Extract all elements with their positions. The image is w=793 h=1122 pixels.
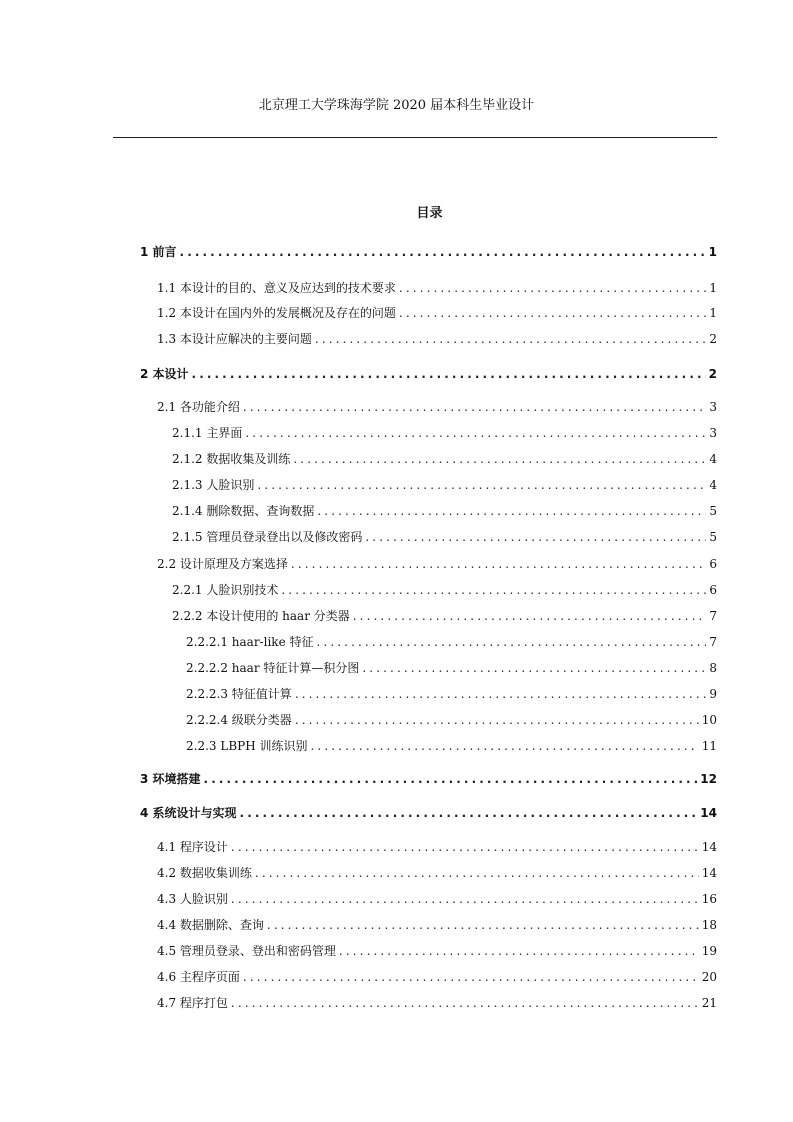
dot-leader [317,503,706,519]
dot-leader [231,839,699,855]
dot-leader [243,969,699,985]
dot-leader [231,891,699,907]
toc-entry-label: 2.1.1 主界面 [172,426,243,440]
dot-leader [255,865,699,881]
toc-entry[interactable] [140,366,717,382]
toc-entry-page: 14 [701,866,717,880]
toc-entry-label: 4.6 主程序页面 [157,970,240,984]
toc-entry[interactable] [157,331,717,347]
toc-entry[interactable] [157,399,717,415]
toc-entry-page: 1 [709,306,717,320]
toc-entry-label: 2.2.2.2 haar 特征计算—积分图 [186,661,360,675]
toc-entry-label: 1.1 本设计的目的、意义及应达到的技术要求 [157,281,396,295]
toc-entry-page: 14 [701,840,717,854]
toc-entry-page: 19 [701,944,717,958]
dot-leader [267,917,699,933]
toc-entry-page: 6 [709,557,717,571]
toc-entry[interactable] [186,686,717,702]
dot-leader [245,425,706,441]
toc-entry[interactable] [172,425,717,441]
toc-entry-page: 4 [709,452,717,466]
dot-leader [399,280,706,296]
toc-entry[interactable] [157,995,717,1011]
toc-entry-label: 4.3 人脸识别 [157,892,228,906]
toc-entry-page: 21 [701,996,717,1010]
header-rule [113,137,717,138]
toc-entry-label: 4.7 程序打包 [157,996,228,1010]
dot-leader [204,771,698,787]
page-header: 北京理工大学珠海学院 2020 届本科生毕业设计 [258,98,535,113]
toc-title: 目录 [416,206,443,221]
toc-entry-page: 3 [709,400,717,414]
toc-entry-page: 2 [708,367,717,381]
toc-entry-label: 1 前言 [140,245,177,259]
toc-entry[interactable] [157,917,717,933]
dot-leader [362,660,706,676]
toc-entry-label: 2.1.5 管理员登录登出以及修改密码 [172,530,363,544]
toc-entry-label: 2.2.2 本设计使用的 haar 分类器 [172,609,350,623]
toc-entry-label: 2.1.4 删除数据、查询数据 [172,504,315,518]
toc-entry[interactable] [186,634,717,650]
toc-entry[interactable] [157,969,717,985]
toc-entry[interactable] [140,771,717,787]
dot-leader [281,582,706,598]
toc-entry-page: 18 [701,918,717,932]
dot-leader [180,244,706,260]
dot-leader [295,686,707,702]
dot-leader [339,943,699,959]
toc-entry-label: 2.2 设计原理及方案选择 [157,557,288,571]
dot-leader [317,634,707,650]
toc-entry[interactable] [157,556,717,572]
toc-entry[interactable] [157,305,717,321]
toc-entry-label: 2.1.2 数据收集及训练 [172,452,291,466]
toc-entry-page: 6 [709,583,717,597]
toc-entry-label: 3 环境搭建 [140,772,201,786]
toc-entry[interactable] [157,280,717,296]
toc-entry[interactable] [140,805,717,821]
toc-entry[interactable] [186,738,717,754]
toc-entry[interactable] [157,865,717,881]
toc-entry-page: 2 [709,332,717,346]
dot-leader [257,477,706,493]
toc-entry[interactable] [140,244,717,260]
toc-entry-page: 1 [709,281,717,295]
dot-leader [311,738,699,754]
toc-entry[interactable] [172,608,717,624]
dot-leader [243,399,706,415]
toc-entry-page: 1 [708,245,717,259]
toc-entry-page: 5 [709,504,717,518]
toc-entry[interactable] [172,477,717,493]
toc-entry-label: 4.5 管理员登录、登出和密码管理 [157,944,336,958]
toc-entry[interactable] [186,712,717,728]
dot-leader [315,331,706,347]
toc-entry[interactable] [172,529,717,545]
toc-entry-page: 8 [709,661,717,675]
toc-entry-page: 14 [700,806,717,820]
toc-entry-page: 4 [709,478,717,492]
toc-entry-label: 2.2.2.4 级联分类器 [186,713,292,727]
toc-entry-label: 2.2.3 LBPH 训练识别 [186,739,308,753]
toc-entry[interactable] [186,660,717,676]
toc-entry[interactable] [172,582,717,598]
dot-leader [240,805,698,821]
toc-entry-label: 1.3 本设计应解决的主要问题 [157,332,312,346]
toc-entry-page: 16 [701,892,717,906]
toc-entry-page: 20 [701,970,717,984]
toc-entry-page: 9 [709,687,717,701]
toc-entry-page: 11 [701,739,717,753]
toc-entry-label: 2.1.3 人脸识别 [172,478,255,492]
dot-leader [293,451,706,467]
toc-entry-label: 4.4 数据删除、查询 [157,918,264,932]
toc-entry-label: 4.2 数据收集训练 [157,866,252,880]
dot-leader [399,305,706,321]
toc-entry-label: 2.2.2.3 特征值计算 [186,687,292,701]
toc-entry-page: 10 [701,713,717,727]
toc-entry-page: 7 [709,635,717,649]
dot-leader [231,995,699,1011]
toc-entry-label: 1.2 本设计在国内外的发展概况及存在的问题 [157,306,396,320]
toc-entry-label: 2 本设计 [140,367,189,381]
dot-leader [295,712,699,728]
toc-entry[interactable] [157,943,717,959]
toc-entry[interactable] [157,891,717,907]
toc-entry[interactable] [172,503,717,519]
toc-entry-page: 12 [700,772,717,786]
dot-leader [365,529,706,545]
dot-leader [291,556,706,572]
toc-entry-label: 4.1 程序设计 [157,840,228,854]
toc-entry[interactable] [157,839,717,855]
toc-entry-label: 4 系统设计与实现 [140,806,237,820]
toc-entry-label: 2.2.2.1 haar-like 特征 [186,635,314,649]
toc-entry-label: 2.2.1 人脸识别技术 [172,583,279,597]
toc-entry-label: 2.1 各功能介绍 [157,400,240,414]
toc-entry-page: 7 [709,609,717,623]
dot-leader [192,366,706,382]
toc-entry-page: 5 [709,530,717,544]
dot-leader [353,608,707,624]
toc-entry-page: 3 [709,426,717,440]
toc-entry[interactable] [172,451,717,467]
